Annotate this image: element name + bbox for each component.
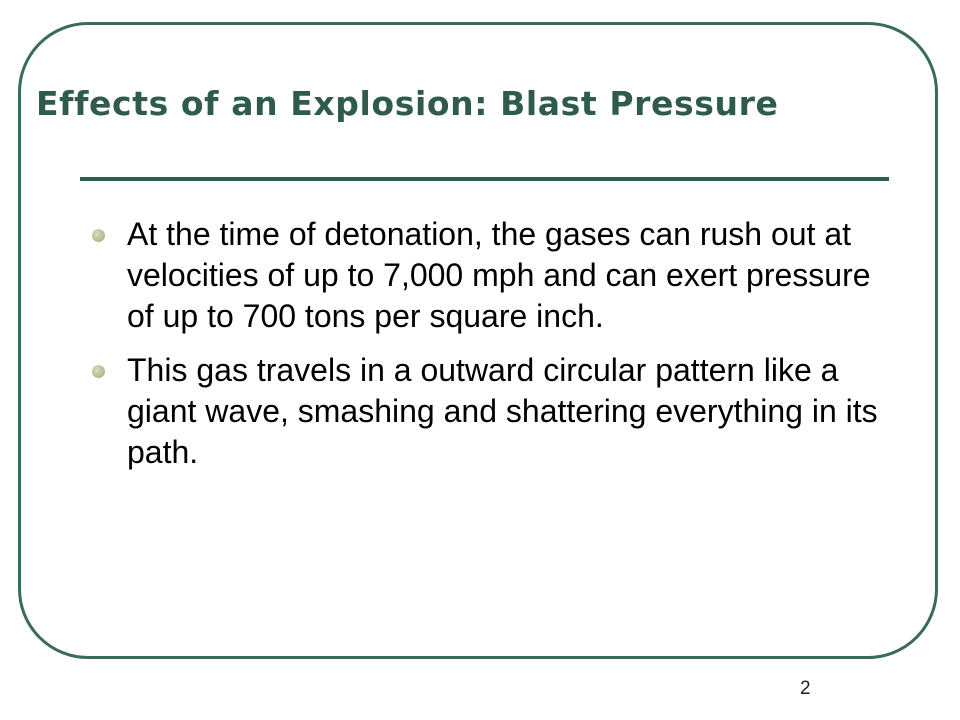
bullet-dot-icon [92,365,105,378]
bullet-text: At the time of detonation, the gases can rush out at velocities of up to 7,000 mph and can exert pressure of up to 700 tons per square inch. [127,216,871,334]
bullet-dot-icon [92,229,105,242]
bullet-item [92,350,882,473]
title-underline [80,177,889,181]
slide-title: Effects of an Explosion: Blast Pressure [36,84,779,123]
bullet-text: This gas travels in a outward circular pattern like a giant wave, smashing and shattering everything in its path. [127,352,878,470]
bullet-item [92,214,882,337]
page-number: 2 [800,678,811,699]
bullet-list [92,214,882,486]
